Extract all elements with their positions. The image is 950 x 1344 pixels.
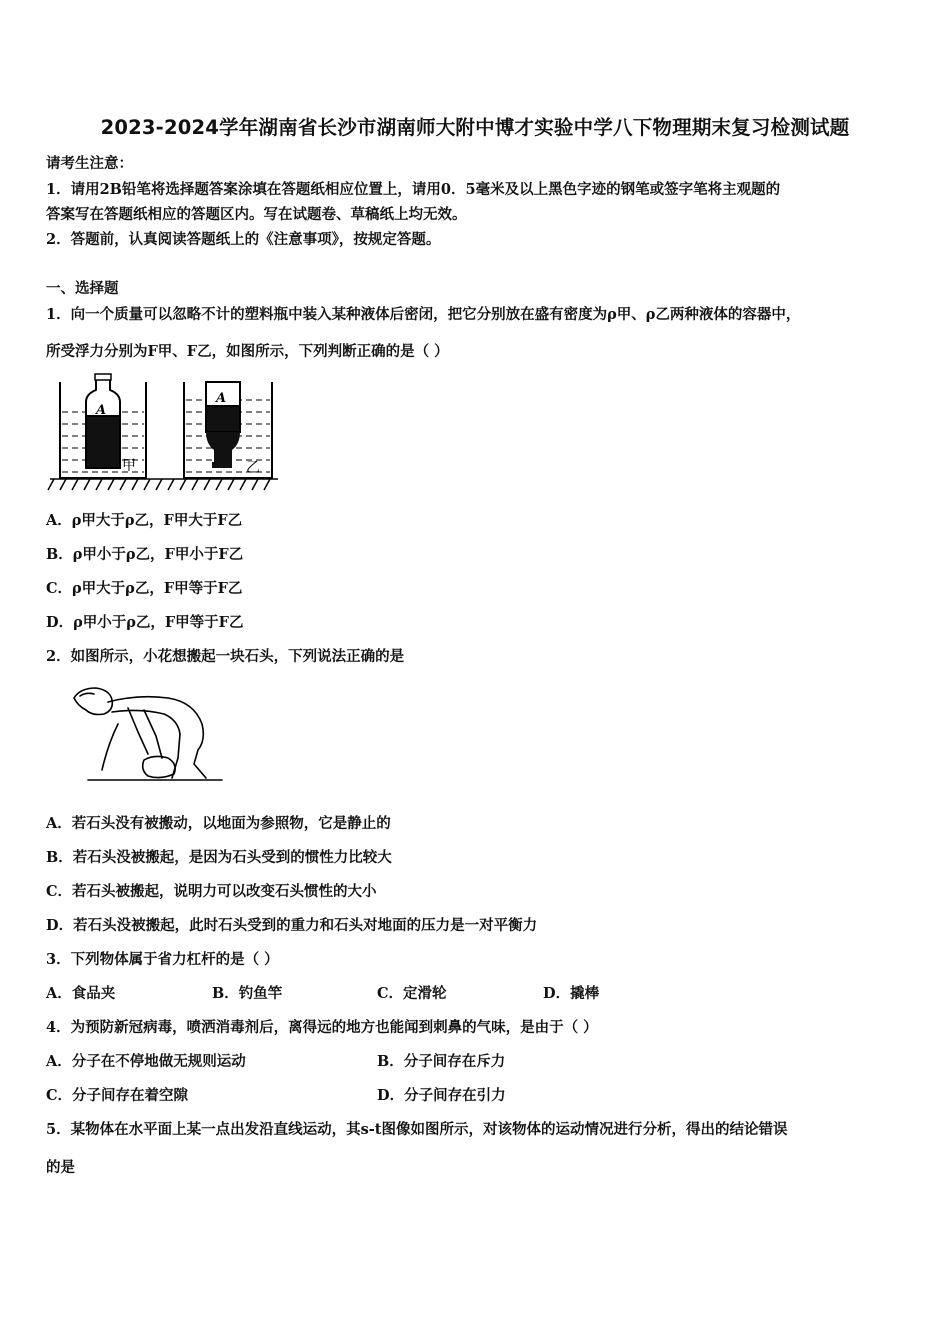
q1-stem-line-1: 1．向一个质量可以忽略不计的塑料瓶中装入某种液体后密闭，把它分别放在盛有密度为ρ甲、ρ乙两种液体的容器中， — [46, 306, 801, 323]
q5-stem-line-2: 的是 — [46, 1159, 75, 1176]
bottle-label-right: A — [216, 391, 227, 406]
q3-option-a: A．食品夹 — [46, 985, 116, 1002]
q3-option-d: D．撬棒 — [543, 985, 600, 1002]
q1-option-c: C．ρ甲大于ρ乙，F甲等于F乙 — [46, 580, 243, 597]
q3-stem: 3．下列物体属于省力杠杆的是（ ） — [46, 951, 279, 968]
q2-stem: 2．如图所示，小花想搬起一块石头，下列说法正确的是 — [46, 648, 405, 665]
q1-option-a: A．ρ甲大于ρ乙，F甲大于F乙 — [46, 512, 243, 529]
q2-option-a: A．若石头没有被搬动，以地面为参照物，它是静止的 — [46, 815, 391, 832]
bottle-upright-icon — [86, 374, 120, 468]
q4-stem: 4．为预防新冠病毒，喷洒消毒剂后，离得远的地方也能闻到刺鼻的气味，是由于（ ） — [46, 1019, 598, 1036]
q4-option-c: C．分子间存在着空隙 — [46, 1087, 189, 1104]
q4-option-a: A．分子在不停地做无规则运动 — [46, 1053, 246, 1070]
q4-option-d: D．分子间存在引力 — [377, 1087, 506, 1104]
q4-option-b: B．分子间存在斥力 — [377, 1053, 506, 1070]
q1-option-b: B．ρ甲小于ρ乙，F甲小于F乙 — [46, 546, 244, 563]
q5-stem-line-1: 5．某物体在水平面上某一点出发沿直线运动，其s-t图像如图所示，对该物体的运动情况进行分析，得出的结论错误 — [46, 1121, 788, 1138]
container-tag-right: 乙 — [246, 460, 260, 476]
page-title: 2023-2024学年湖南省长沙市湖南师大附中博才实验中学八下物理期末复习检测试题 — [100, 116, 850, 139]
q1-option-d: D．ρ甲小于ρ乙，F甲等于F乙 — [46, 614, 244, 631]
q3-option-c: C．定滑轮 — [377, 985, 447, 1002]
section-heading: 一、选择题 — [46, 280, 119, 297]
bottle-label-left: A — [96, 403, 107, 418]
notice-item-1-line-2: 答案写在答题纸相应的答题区内。写在试题卷、草稿纸上均无效。 — [46, 206, 467, 223]
q3-option-b: B．钓鱼竿 — [212, 985, 283, 1002]
q2-option-d: D．若石头没被搬起，此时石头受到的重力和石头对地面的压力是一对平衡力 — [46, 917, 538, 934]
q2-option-c: C．若石头被搬起，说明力可以改变石头惯性的大小 — [46, 883, 377, 900]
q2-option-b: B．若石头没被搬起，是因为石头受到的惯性力比较大 — [46, 849, 392, 866]
q1-stem-line-2: 所受浮力分别为F甲、F乙，如图所示，下列判断正确的是（ ） — [46, 343, 449, 360]
container-tag-left: 甲 — [122, 458, 136, 474]
notice-item-2: 2．答题前，认真阅读答题纸上的《注意事项》，按规定答题。 — [46, 231, 441, 248]
notice-heading: 请考生注意： — [46, 155, 133, 172]
q1-bottles-figure — [46, 372, 281, 494]
notice-item-1-line-1: 1．请用2B铅笔将选择题答案涂填在答题纸相应位置上，请用0．5毫米及以上黑色字迹的钢笔或签字笔将主观题的 — [46, 181, 781, 198]
q2-person-lifting-figure — [68, 684, 228, 784]
